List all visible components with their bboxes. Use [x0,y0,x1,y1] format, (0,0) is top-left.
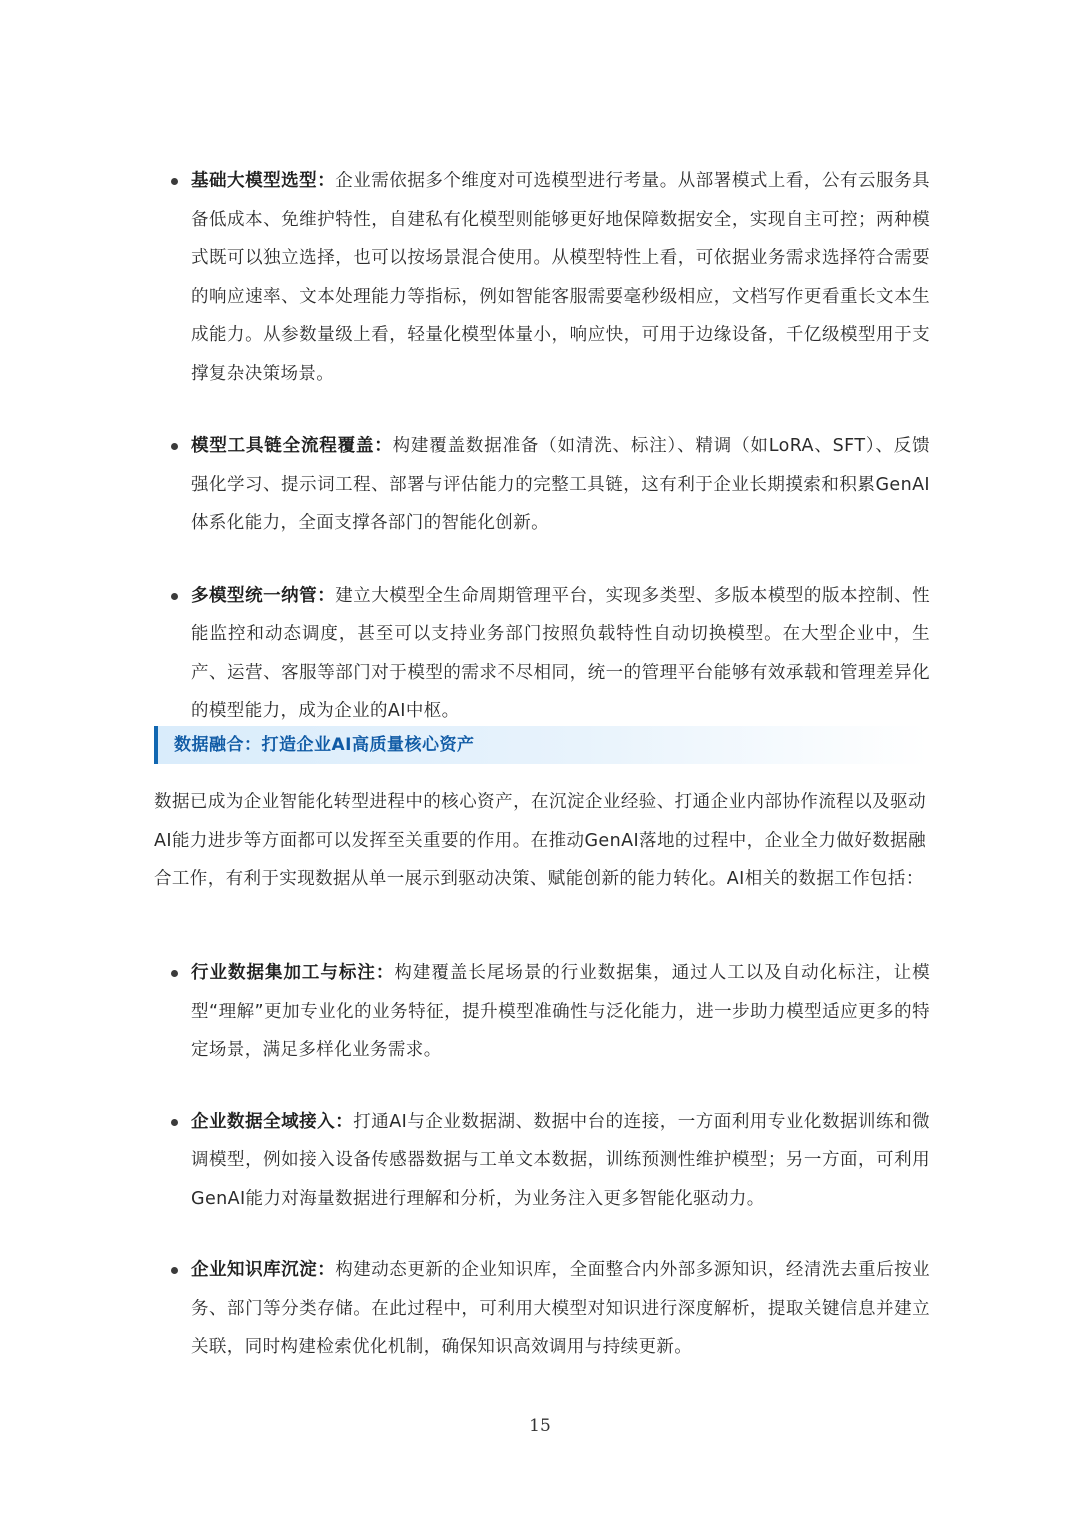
bullet-text: 构建动态更新的企业知识库，全面整合内外部多源知识，经清洗去重后按业务、部门等分类存储。在此过程中，可利用大模型对知识进行深度解析，提取关键信息并建立关联，同时构建检索优化机制，确保知识高效调用与持续更新。 [191,1260,930,1357]
bullet-term: 企业知识库沉淀： [191,1260,336,1280]
bullet-term: 行业数据集加工与标注： [191,963,395,983]
page-number: 15 [529,1416,551,1436]
section-heading [154,726,928,764]
bullet-text: 建立大模型全生命周期管理平台，实现多类型、多版本模型的版本控制、性能监控和动态调度，甚至可以支持业务部门按照负载特性自动切换模型。在大型企业中，生产、运营、客服等部门对于模型的需求不尽相同，统一的管理平台能够有效承载和管理差异化的模型能力，成为企业的AI中枢。 [191,585,930,721]
bullet-dot-icon [171,1119,178,1126]
bullet-text: 企业需依据多个维度对可选模型进行考量。从部署模式上看，公有云服务具备低成本、免维护特性，自建私有化模型则能够更好地保障数据安全，实现自主可控；两种模式既可以独立选择，也可以按场景混合使用。从模型特性上看，可依据业务需求选择符合需要的响应速率、文本处理能力等指标，例如智能客服需要毫秒级相应，文档写作更看重长文本生成能力。从参数量级上看，轻量化模型体量小，响应快，可用于边缘设备，千亿级模型用于支撑复杂决策场景。 [191,171,930,384]
list-item [170,1103,930,1219]
list-item [170,954,930,1070]
bullet-text: 构建覆盖长尾场景的行业数据集，通过人工以及自动化标注，让模型“理解”更加专业化的业务特征，提升模型准确性与泛化能力，进一步助力模型适应更多的特定场景，满足多样化业务需求。 [191,963,930,1060]
data-bullet-list [170,954,930,1367]
bullet-term: 基础大模型选型： [191,171,336,191]
bullet-text: 打通AI与企业数据湖、数据中台的连接，一方面利用专业化数据训练和微调模型，例如接入设备传感器数据与工单文本数据，训练预测性维护模型；另一方面，可利用GenAI能力对海量数据进行理解和分析，为业务注入更多智能化驱动力。 [191,1111,930,1209]
bullet-dot-icon [171,443,178,450]
list-item [170,427,930,543]
bullet-text: 构建覆盖数据准备（如清洗、标注）、精调（如LoRA、SFT）、反馈强化学习、提示词工程、部署与评估能力的完整工具链，这有利于企业长期摸索和积累GenAI体系化能力，全面支撑各部门的智能化创新。 [191,436,930,533]
section-heading-text: 数据融合：打造企业AI高质量核心资产 [174,735,475,755]
list-item [170,1251,930,1367]
list-item [170,162,930,393]
bullet-dot-icon [171,970,178,977]
section-intro-paragraph: 数据已成为企业智能化转型进程中的核心资产，在沉淀企业经验、打通企业内部协作流程以及驱动AI能力进步等方面都可以发挥至关重要的作用。在推动GenAI落地的过程中，企业全力做好数据融合工作，有利于实现数据从单一展示到驱动决策、赋能创新的能力转化。AI相关的数据工作包括： [154,792,926,889]
model-bullet-list [170,162,930,731]
bullet-dot-icon [171,1267,178,1274]
bullet-term: 企业数据全域接入： [191,1111,354,1132]
bullet-dot-icon [171,593,178,600]
list-item [170,577,930,731]
bullet-term: 多模型统一纳管： [191,585,336,606]
bullet-dot-icon [171,178,178,185]
bullet-term: 模型工具链全流程覆盖： [191,436,393,456]
